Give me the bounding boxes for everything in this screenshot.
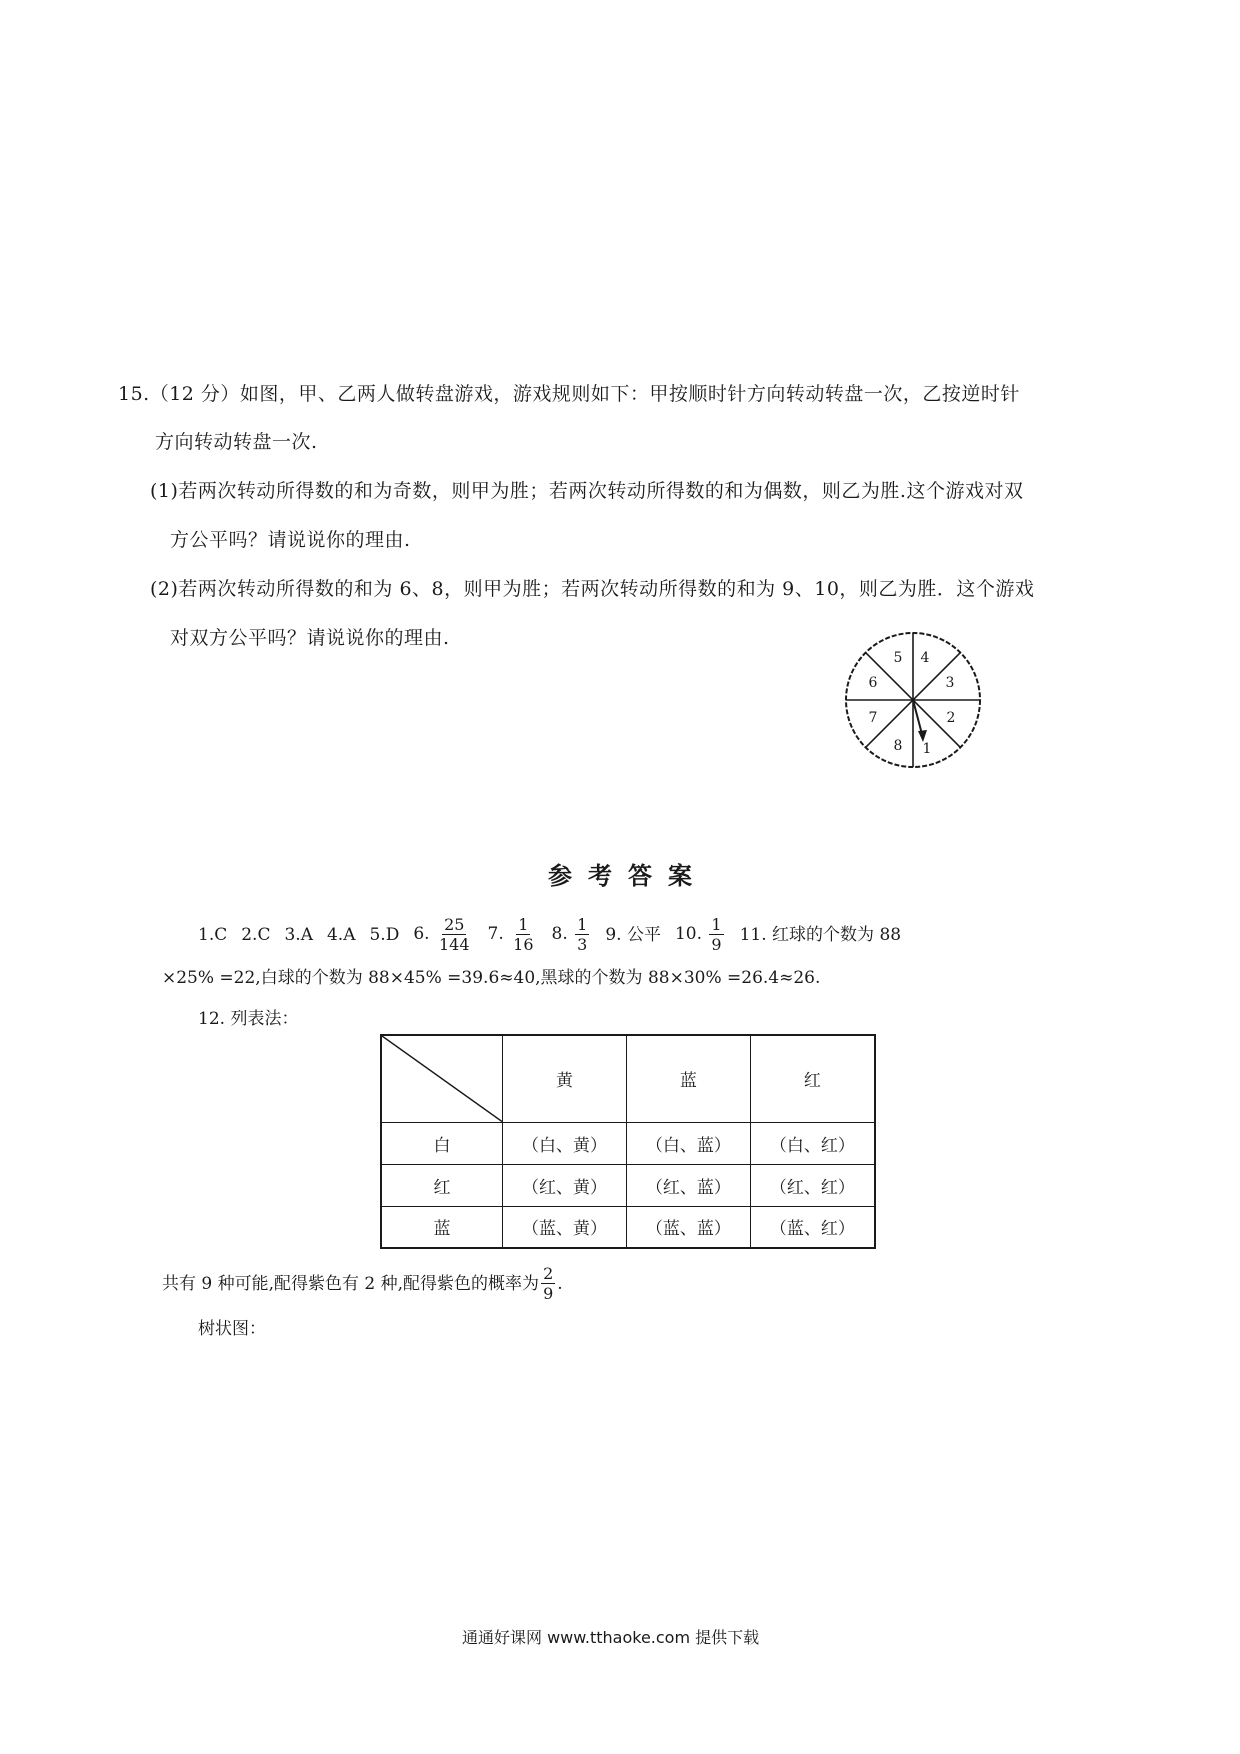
fraction-denominator: 9 xyxy=(711,935,722,954)
q15-part2-line1: (2)若两次转动所得数的和为 6、8，则甲为胜；若两次转动所得数的和为 9、10，则乙为胜．这个游戏 xyxy=(150,578,1035,600)
answer-10-fraction xyxy=(709,915,723,954)
fraction-numerator: 25 xyxy=(444,915,465,934)
answer-10-label: 10. xyxy=(674,924,703,944)
answer-8-fraction xyxy=(575,915,589,954)
fraction-numerator: 1 xyxy=(518,915,529,934)
answer-1: 1.C xyxy=(198,924,228,945)
row-header-blue: 蓝 xyxy=(381,1206,503,1248)
tree-diagram-label: 树状图： xyxy=(198,1319,266,1339)
table-cell: （白、红） xyxy=(750,1122,875,1164)
answer-4: 4.A xyxy=(326,924,356,945)
spinner-number-7: 7 xyxy=(868,710,878,726)
page-footer: 通通好课网 www.tthaoke.com 提供下载 xyxy=(462,1628,760,1647)
table-cell: （红、蓝） xyxy=(626,1164,750,1206)
spinner-number-6: 6 xyxy=(868,675,878,691)
pairing-table xyxy=(380,1034,876,1249)
summary-text: 共有 9 种可能,配得紫色有 2 种,配得紫色的概率为 xyxy=(162,1273,540,1294)
summary-line xyxy=(162,1264,563,1303)
spinner-number-8: 8 xyxy=(893,738,903,754)
spinner-number-3: 3 xyxy=(945,675,955,691)
answer-6 xyxy=(413,915,473,954)
q15-line2: 方向转动转盘一次. xyxy=(155,431,318,453)
answer-5: 5.D xyxy=(369,924,400,945)
spinner-number-1: 1 xyxy=(922,741,932,757)
answer-7-label: 7. xyxy=(487,924,504,944)
answer-9: 9. 公平 xyxy=(605,924,661,945)
answer-3: 3.A xyxy=(284,924,313,945)
summary-period: . xyxy=(557,1273,563,1294)
table-row xyxy=(381,1206,875,1248)
col-header-yellow: 黄 xyxy=(503,1035,627,1122)
answer-8-label: 8. xyxy=(551,924,568,944)
table-cell: （红、红） xyxy=(750,1164,875,1206)
table-corner-cell xyxy=(381,1035,503,1122)
table-cell: （白、黄） xyxy=(503,1122,627,1164)
spinner-number-4: 4 xyxy=(920,650,930,666)
q15-part1-line2: 方公平吗？请说说你的理由. xyxy=(170,529,411,551)
col-header-blue: 蓝 xyxy=(626,1035,750,1122)
table-row xyxy=(381,1122,875,1164)
answers-line1 xyxy=(198,915,901,954)
col-header-red: 红 xyxy=(750,1035,875,1122)
fraction-numerator: 1 xyxy=(577,915,588,934)
answers-title: 参考答案 xyxy=(548,861,708,890)
table-row xyxy=(381,1164,875,1206)
answer-11-start: 11. 红球的个数为 88 xyxy=(739,924,902,945)
table-cell: （蓝、红） xyxy=(750,1206,875,1248)
spinner-number-5: 5 xyxy=(893,650,903,666)
answer-10 xyxy=(675,915,726,954)
answer-11-continuation: ×25% =22,白球的个数为 88×45% =39.6≈40,黑球的个数为 88×30% =26.4≈26. xyxy=(162,968,821,988)
answer-7-fraction xyxy=(511,915,535,954)
q15-part2-line2: 对双方公平吗？请说说你的理由. xyxy=(170,627,450,649)
row-header-red: 红 xyxy=(381,1164,503,1206)
fraction-numerator: 1 xyxy=(711,915,722,934)
fraction-numerator: 2 xyxy=(543,1264,554,1283)
fraction-denominator: 9 xyxy=(543,1284,554,1303)
summary-fraction xyxy=(541,1264,555,1303)
fraction-denominator: 3 xyxy=(577,935,588,954)
table-cell: （蓝、蓝） xyxy=(626,1206,750,1248)
q15-line1: 15.（12 分）如图，甲、乙两人做转盘游戏，游戏规则如下：甲按顺时针方向转动转盘一次，乙按逆时针 xyxy=(118,383,1020,405)
fraction-denominator: 144 xyxy=(438,935,470,954)
q12-label: 12. 列表法： xyxy=(198,1009,299,1029)
answer-6-label: 6. xyxy=(413,924,430,944)
row-header-white: 白 xyxy=(381,1122,503,1164)
diagonal-line xyxy=(382,1036,502,1122)
table-cell: （白、蓝） xyxy=(626,1122,750,1164)
table-cell: （蓝、黄） xyxy=(503,1206,627,1248)
q15-part1-line1: (1)若两次转动所得数的和为奇数，则甲为胜；若两次转动所得数的和为偶数，则乙为胜.这个游戏对双 xyxy=(150,480,1024,502)
fraction-denominator: 16 xyxy=(513,935,534,954)
answer-6-fraction xyxy=(437,915,472,954)
spinner-number-2: 2 xyxy=(946,710,956,726)
answer-2: 2.C xyxy=(241,924,271,945)
table-cell: （红、黄） xyxy=(503,1164,627,1206)
spinner-figure xyxy=(838,625,988,775)
answer-8 xyxy=(552,915,592,954)
answer-7 xyxy=(488,915,538,954)
